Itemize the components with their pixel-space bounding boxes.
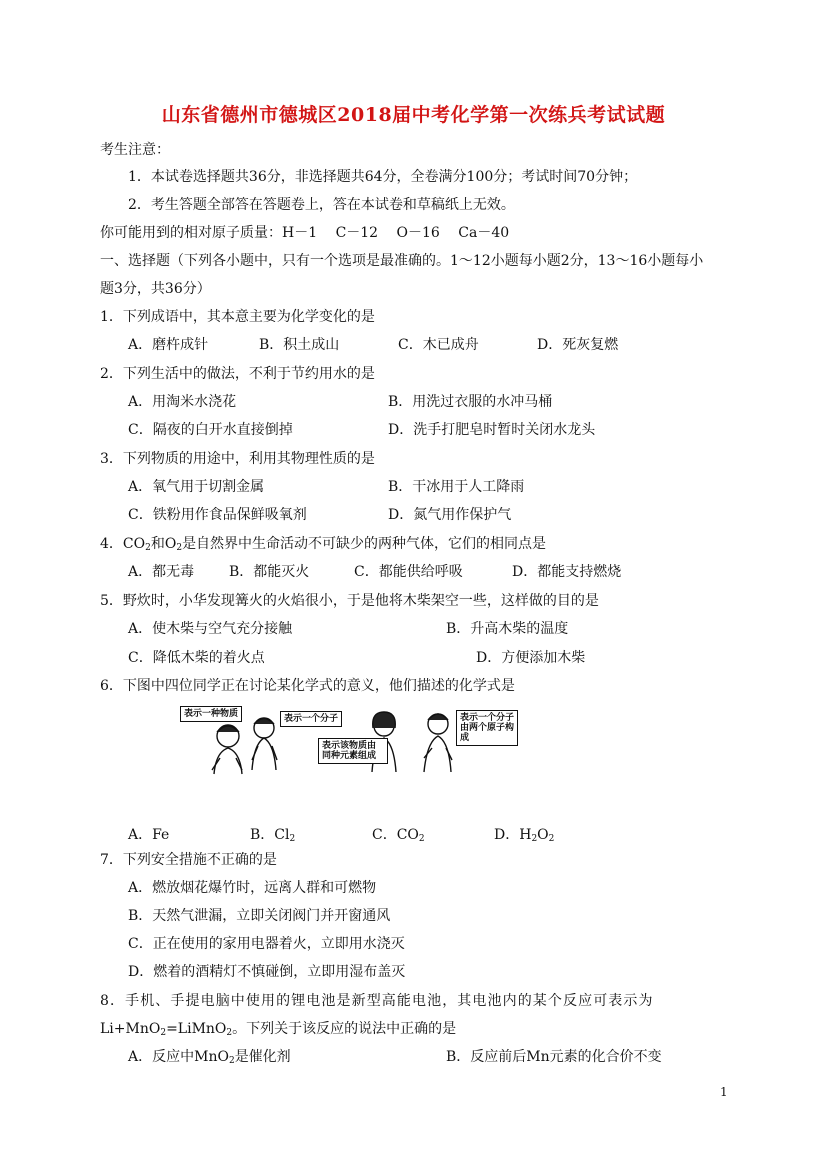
question-5-option-a: A．使木柴与空气充分接触: [128, 621, 293, 637]
question-2-option-c: C．隔夜的白开水直接倒掉: [128, 422, 293, 438]
notice-item-1: 1．本试卷选择题共36分，非选择题共64分，全卷满分100分；考试时间70分钟；: [128, 169, 638, 185]
question-3-stem: 3．下列物质的用途中，利用其物理性质的是: [100, 451, 375, 467]
question-2-option-a: A．用淘米水浇花: [128, 394, 237, 410]
question-5-option-c: C．降低木柴的着火点: [128, 650, 265, 666]
question-4-option-c: C．都能供给呼吸: [354, 564, 463, 580]
question-6-option-d: D．$H_2O_2$: [494, 827, 555, 844]
question-4-option-b: B．都能灭火: [229, 564, 310, 580]
question-4-option-d: D．都能支持燃烧: [512, 564, 622, 580]
question-7-option-d: D．燃着的酒精灯不慎碰倒，立即用湿布盖灭: [128, 964, 406, 980]
question-3-option-c: C．铁粉用作食品保鲜吸氧剂: [128, 507, 307, 523]
question-4-option-a: A．都无毒: [128, 564, 195, 580]
question-8-stem-line1: 8．手机、手提电脑中使用的锂电池是新型高能电池，其电池内的某个反应可表示为: [100, 993, 654, 1009]
question-7-option-a: A．燃放烟花爆竹时，远离人群和可燃物: [128, 880, 377, 896]
notice-heading: 考生注意：: [100, 142, 170, 158]
question-4-stem: 4．$CO_2$和$O_2$是自然界中生命活动不可缺少的两种气体，它们的相同点是: [100, 536, 547, 553]
question-2-option-b: B．用洗过衣服的水冲马桶: [388, 394, 553, 410]
question-6-option-b: B．$Cl_2$: [250, 827, 296, 844]
section-heading-line1: 一、选择题（下列各小题中，只有一个选项是最准确的。1～12小题每小题2分，13～16小题每小: [100, 253, 704, 269]
speech-bubble-2: 表示一个分子: [280, 711, 342, 727]
page-title: 山东省德州市德城区2018届中考化学第一次练兵考试试题: [161, 104, 666, 126]
question-1-option-d: D．死灰复燃: [537, 337, 619, 353]
students-discussion-illustration: [176, 698, 522, 778]
question-3-option-a: A．氧气用于切割金属: [128, 479, 265, 495]
question-2-stem: 2．下列生活中的做法，不利于节约用水的是: [100, 366, 375, 382]
question-1-option-c: C．木已成舟: [398, 337, 479, 353]
atomic-masses: 你可能用到的相对原子质量：H－1 C－12 O－16 Ca－40: [100, 225, 510, 241]
question-6-option-a: A．Fe: [128, 827, 170, 843]
speech-bubble-1: 表示一种物质: [180, 706, 242, 722]
question-3-option-b: B．干冰用于人工降雨: [388, 479, 525, 495]
page-number: 1: [720, 1085, 728, 1099]
question-7-option-c: C．正在使用的家用电器着火，立即用水浇灭: [128, 936, 405, 952]
question-8-option-b: B．反应前后Mn元素的化合价不变: [446, 1049, 662, 1065]
question-6-stem: 6．下图中四位同学正在讨论某化学式的意义，他们描述的化学式是: [100, 678, 515, 694]
question-7-stem: 7．下列安全措施不正确的是: [100, 852, 277, 868]
question-8-equation: Li+MnO$_2$=LiMnO$_2$。下列关于该反应的说法中正确的是: [100, 1021, 457, 1038]
question-5-stem: 5．野炊时，小华发现篝火的火焰很小，于是他将木柴架空一些，这样做的目的是: [100, 593, 599, 609]
question-2-option-d: D．洗手打肥皂时暂时关闭水龙头: [388, 422, 596, 438]
question-7-option-b: B．天然气泄漏，立即关闭阀门并开窗通风: [128, 908, 391, 924]
section-heading-line2: 题3分，共36分）: [100, 281, 211, 297]
question-8-option-a: A．反应中MnO$_2$是催化剂: [128, 1049, 291, 1066]
speech-bubble-4: 表示一个分子由两个原子构成: [456, 710, 518, 746]
speech-bubble-3: 表示该物质由同种元素组成: [318, 738, 388, 764]
question-1-option-a: A．磨杵成针: [128, 337, 209, 353]
question-1-option-b: B．积土成山: [259, 337, 340, 353]
notice-item-2: 2．考生答题全部答在答题卷上，答在本试卷和草稿纸上无效。: [128, 197, 515, 213]
question-5-option-d: D．方便添加木柴: [476, 650, 586, 666]
question-6-option-c: C．$CO_2$: [372, 827, 425, 844]
question-1-stem: 1．下列成语中，其本意主要为化学变化的是: [100, 309, 375, 325]
question-5-option-b: B．升高木柴的温度: [446, 621, 569, 637]
question-3-option-d: D．氮气用作保护气: [388, 507, 512, 523]
